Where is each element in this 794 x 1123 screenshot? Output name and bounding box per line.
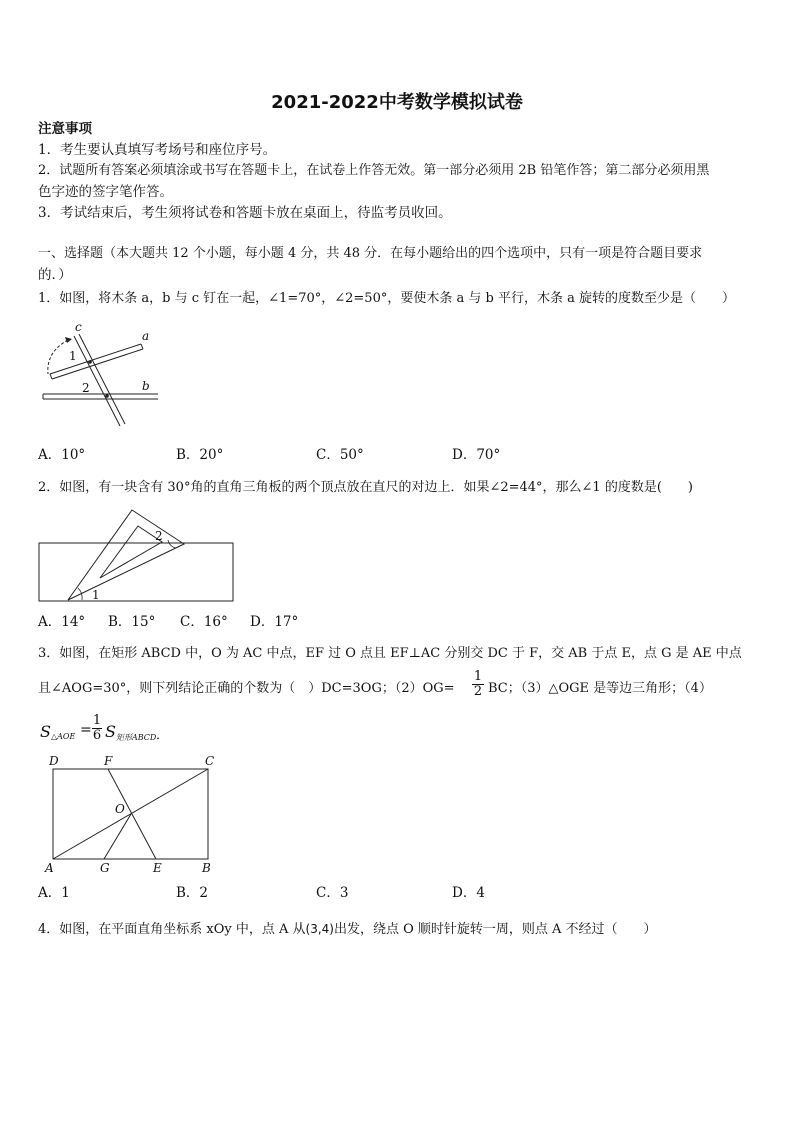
label-angle-1: 1 <box>69 349 77 363</box>
formula-sub2: 矩形ABCD <box>116 733 157 742</box>
label-A: A <box>45 861 54 875</box>
label-c: c <box>75 320 82 334</box>
formula-s1: S <box>40 722 51 741</box>
notice-heading: 注意事项 <box>38 121 92 137</box>
q2-option-b[interactable]: B．15° <box>108 614 156 630</box>
q2-option-d[interactable]: D．17° <box>250 614 299 630</box>
ruler <box>39 543 233 601</box>
q3-figure <box>38 752 228 876</box>
formula-eq: = <box>80 722 92 738</box>
notice-item-2-cont: 色字迹的签字笔作答。 <box>38 184 173 200</box>
q4-stem-a: 4．如图，在平面直角坐标系 xOy 中，点 A 从 <box>38 922 306 937</box>
label-E: E <box>153 861 162 875</box>
label-F: F <box>104 754 113 768</box>
q1-option-b[interactable]: B．20° <box>176 447 224 463</box>
fraction-one-half <box>472 670 484 699</box>
label-C: C <box>205 754 215 768</box>
section-heading-cont: 的．） <box>38 267 72 283</box>
section-heading: 一、选择题（本大题共 12 个小题，每小题 4 分，共 48 分．在每小题给出的四个选项中，只有一项是符合题目要求 <box>38 246 703 261</box>
formula-s2: S <box>105 722 116 741</box>
label-angle-2: 2 <box>155 529 163 543</box>
label-B: B <box>202 861 211 875</box>
q3-option-d[interactable]: D．4 <box>452 885 485 901</box>
formula-sub1: △AOE <box>51 732 76 741</box>
q2-option-a[interactable]: A．14° <box>38 614 86 630</box>
area-formula <box>38 712 238 752</box>
formula-den: 6 <box>92 728 102 743</box>
label-angle-2: 2 <box>82 381 90 395</box>
q3-option-a[interactable]: A．1 <box>38 885 70 901</box>
stick-b <box>43 394 158 399</box>
formula-fraction <box>92 714 102 743</box>
q3-stem-line2b: BC；（3）△OGE 是等边三角形；（4） <box>488 681 712 696</box>
label-b: b <box>142 379 150 393</box>
label-G: G <box>100 861 110 875</box>
segment-og <box>104 814 131 859</box>
q2-stem: 2．如图，有一块含有 30°角的直角三角板的两个顶点放在直尺的对边上．如果∠2=44°，那么∠1 的度数是( ) <box>38 480 693 495</box>
frac-numerator: 1 <box>473 669 483 684</box>
page-title: 2021-2022中考数学模拟试卷 <box>271 92 523 113</box>
triangle-ruler <box>68 510 184 600</box>
formula-end: ． <box>156 728 170 743</box>
notice-item-1: 1．考生要认真填写考场号和座位序号。 <box>38 142 277 158</box>
q3-stem-line1: 3．如图，在矩形 ABCD 中，O 为 AC 中点，EF 过 O 点且 EF⊥AC 分别交 DC 于 F，交 AB 于点 E，点 G 是 AE 中点 <box>38 646 742 661</box>
notice-item-2: 2．试题所有答案必须填涂或书写在答题卡上，在试卷上作答无效。第一部分必须用 2B 铅笔作答；第二部分必须用黑 <box>38 163 710 178</box>
q1-stem: 1．如图，将木条 a，b 与 c 钉在一起，∠1=70°，∠2=50°，要使木条 a 与 b 平行，木条 a 旋转的度数至少是（ ） <box>38 291 735 306</box>
notice-item-3: 3．考试结束后，考生须将试卷和答题卡放在桌面上，待监考员收回。 <box>38 205 452 221</box>
q4-point: (3,4) <box>305 922 334 936</box>
q2-figure <box>38 506 238 606</box>
label-angle-1: 1 <box>92 588 100 602</box>
q1-figure <box>38 322 168 432</box>
label-a: a <box>142 329 150 343</box>
q3-stem-line2a: 且∠AOG=30°，则下列结论正确的个数为（ ）DC=3OG；（2）OG= <box>38 681 455 696</box>
q4-stem <box>38 920 657 939</box>
q4-stem-b: 出发，绕点 O 顺时针旋转一周，则点 A 不经过（ ） <box>333 922 657 937</box>
label-D: D <box>49 754 59 768</box>
q3-option-c[interactable]: C．3 <box>316 885 349 901</box>
formula-num: 1 <box>92 713 102 728</box>
q1-option-d[interactable]: D．70° <box>452 447 501 463</box>
q2-option-c[interactable]: C．16° <box>180 614 228 630</box>
q3-option-b[interactable]: B．2 <box>176 885 209 901</box>
frac-denominator: 2 <box>473 684 483 699</box>
q1-option-c[interactable]: C．50° <box>316 447 364 463</box>
stick-c <box>74 334 125 426</box>
stick-a <box>50 344 143 379</box>
label-O: O <box>115 802 125 816</box>
q1-option-a[interactable]: A．10° <box>38 447 86 463</box>
